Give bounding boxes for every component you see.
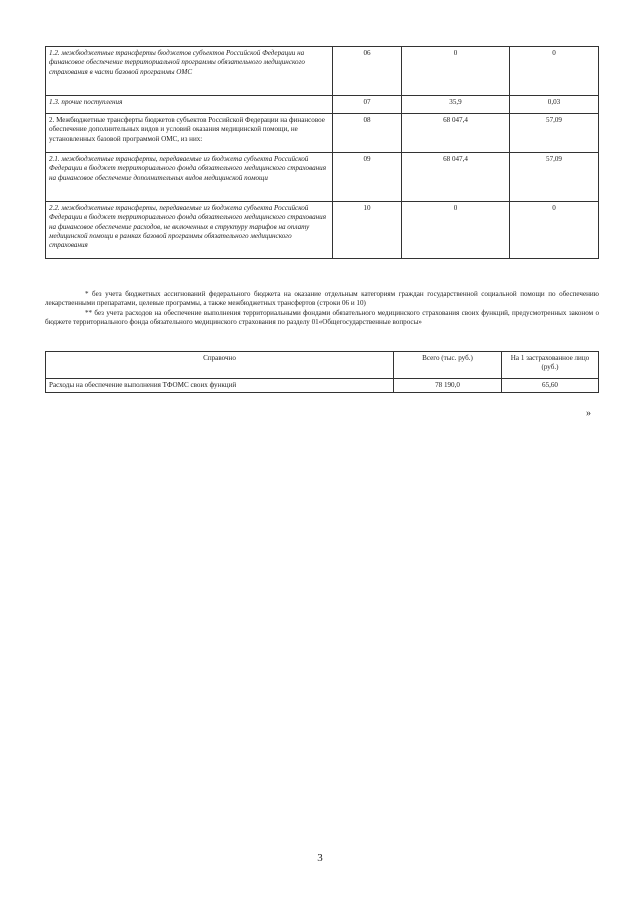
row-per-insured: 0 <box>510 47 599 96</box>
table-row <box>46 114 599 153</box>
row-total: 0 <box>402 202 510 259</box>
reference-header-row <box>46 352 599 379</box>
row-label: 2.2. межбюджетные трансферты, передаваемые из бюджета субъекта Российской Федерации в бюджет территориального фонда обязательного медицинского страхования на финансовое обеспечение расходов, не включенных в структуру тарифов на оплату медицинской помощи в рамках базовой программы обязательного медицинского страхования <box>46 202 333 259</box>
row-code: 06 <box>333 47 402 96</box>
footnote-2: ** без учета расходов на обеспечение выполнения территориальными фондами обязательного медицинского страхования своих функций, предусмотренных законом о бюджете территориального фонда обязательного медицинского страхования по разделу 01«Общегосударственные вопросы» <box>45 308 599 326</box>
main-table-body <box>46 47 599 259</box>
footnote-1: * без учета бюджетных ассигнований федерального бюджета на оказание отдельным категориям граждан государственной социальной помощи по обеспечению лекарственными препаратами, целевые программы, а также межбюджетных трансфертов (строки 06 и 10) <box>45 290 599 308</box>
row-per-insured: 57,09 <box>510 153 599 202</box>
reference-header-label: Справочно <box>46 352 394 379</box>
row-label: 2.1. межбюджетные трансферты, передаваемые из бюджета субъекта Российской Федерации в бюджет территориального фонда обязательного медицинского страхования на финансовое обеспечение дополнительных видов медицинской помощи <box>46 153 333 202</box>
row-label: 2. Межбюджетные трансферты бюджетов субъектов Российской Федерации на финансовое обеспечение дополнительных видов и условий оказания медицинской помощи, не установленных базовой программой ОМС, из них: <box>46 114 333 153</box>
reference-row-per-insured: 65,60 <box>502 379 599 393</box>
row-per-insured: 0 <box>510 202 599 259</box>
row-code: 08 <box>333 114 402 153</box>
row-per-insured: 57,09 <box>510 114 599 153</box>
closing-quote: » <box>586 408 591 419</box>
reference-table <box>45 351 599 393</box>
row-total: 68 047,4 <box>402 114 510 153</box>
reference-header-total: Всего (тыс. руб.) <box>394 352 502 379</box>
row-per-insured: 0,03 <box>510 96 599 114</box>
row-code: 09 <box>333 153 402 202</box>
table-row <box>46 47 599 96</box>
reference-row-total: 78 190,0 <box>394 379 502 393</box>
footnotes <box>45 290 599 327</box>
row-label: 1.3. прочие поступления <box>46 96 333 114</box>
row-code: 10 <box>333 202 402 259</box>
table-row <box>46 202 599 259</box>
page-number: 3 <box>317 852 323 864</box>
reference-data-row <box>46 379 599 393</box>
row-total: 68 047,4 <box>402 153 510 202</box>
row-label: 1.2. межбюджетные трансферты бюджетов субъектов Российской Федерации на финансовое обеспечение территориальной программы обязательного медицинского страхования в части базовой программы ОМС <box>46 47 333 96</box>
main-table <box>45 46 599 259</box>
table-row <box>46 153 599 202</box>
row-code: 07 <box>333 96 402 114</box>
row-total: 35,9 <box>402 96 510 114</box>
reference-header-per-insured: На 1 застрахованное лицо (руб.) <box>502 352 599 379</box>
table-row <box>46 96 599 114</box>
row-total: 0 <box>402 47 510 96</box>
reference-row-label: Расходы на обеспечение выполнения ТФОМС своих функций <box>46 379 394 393</box>
